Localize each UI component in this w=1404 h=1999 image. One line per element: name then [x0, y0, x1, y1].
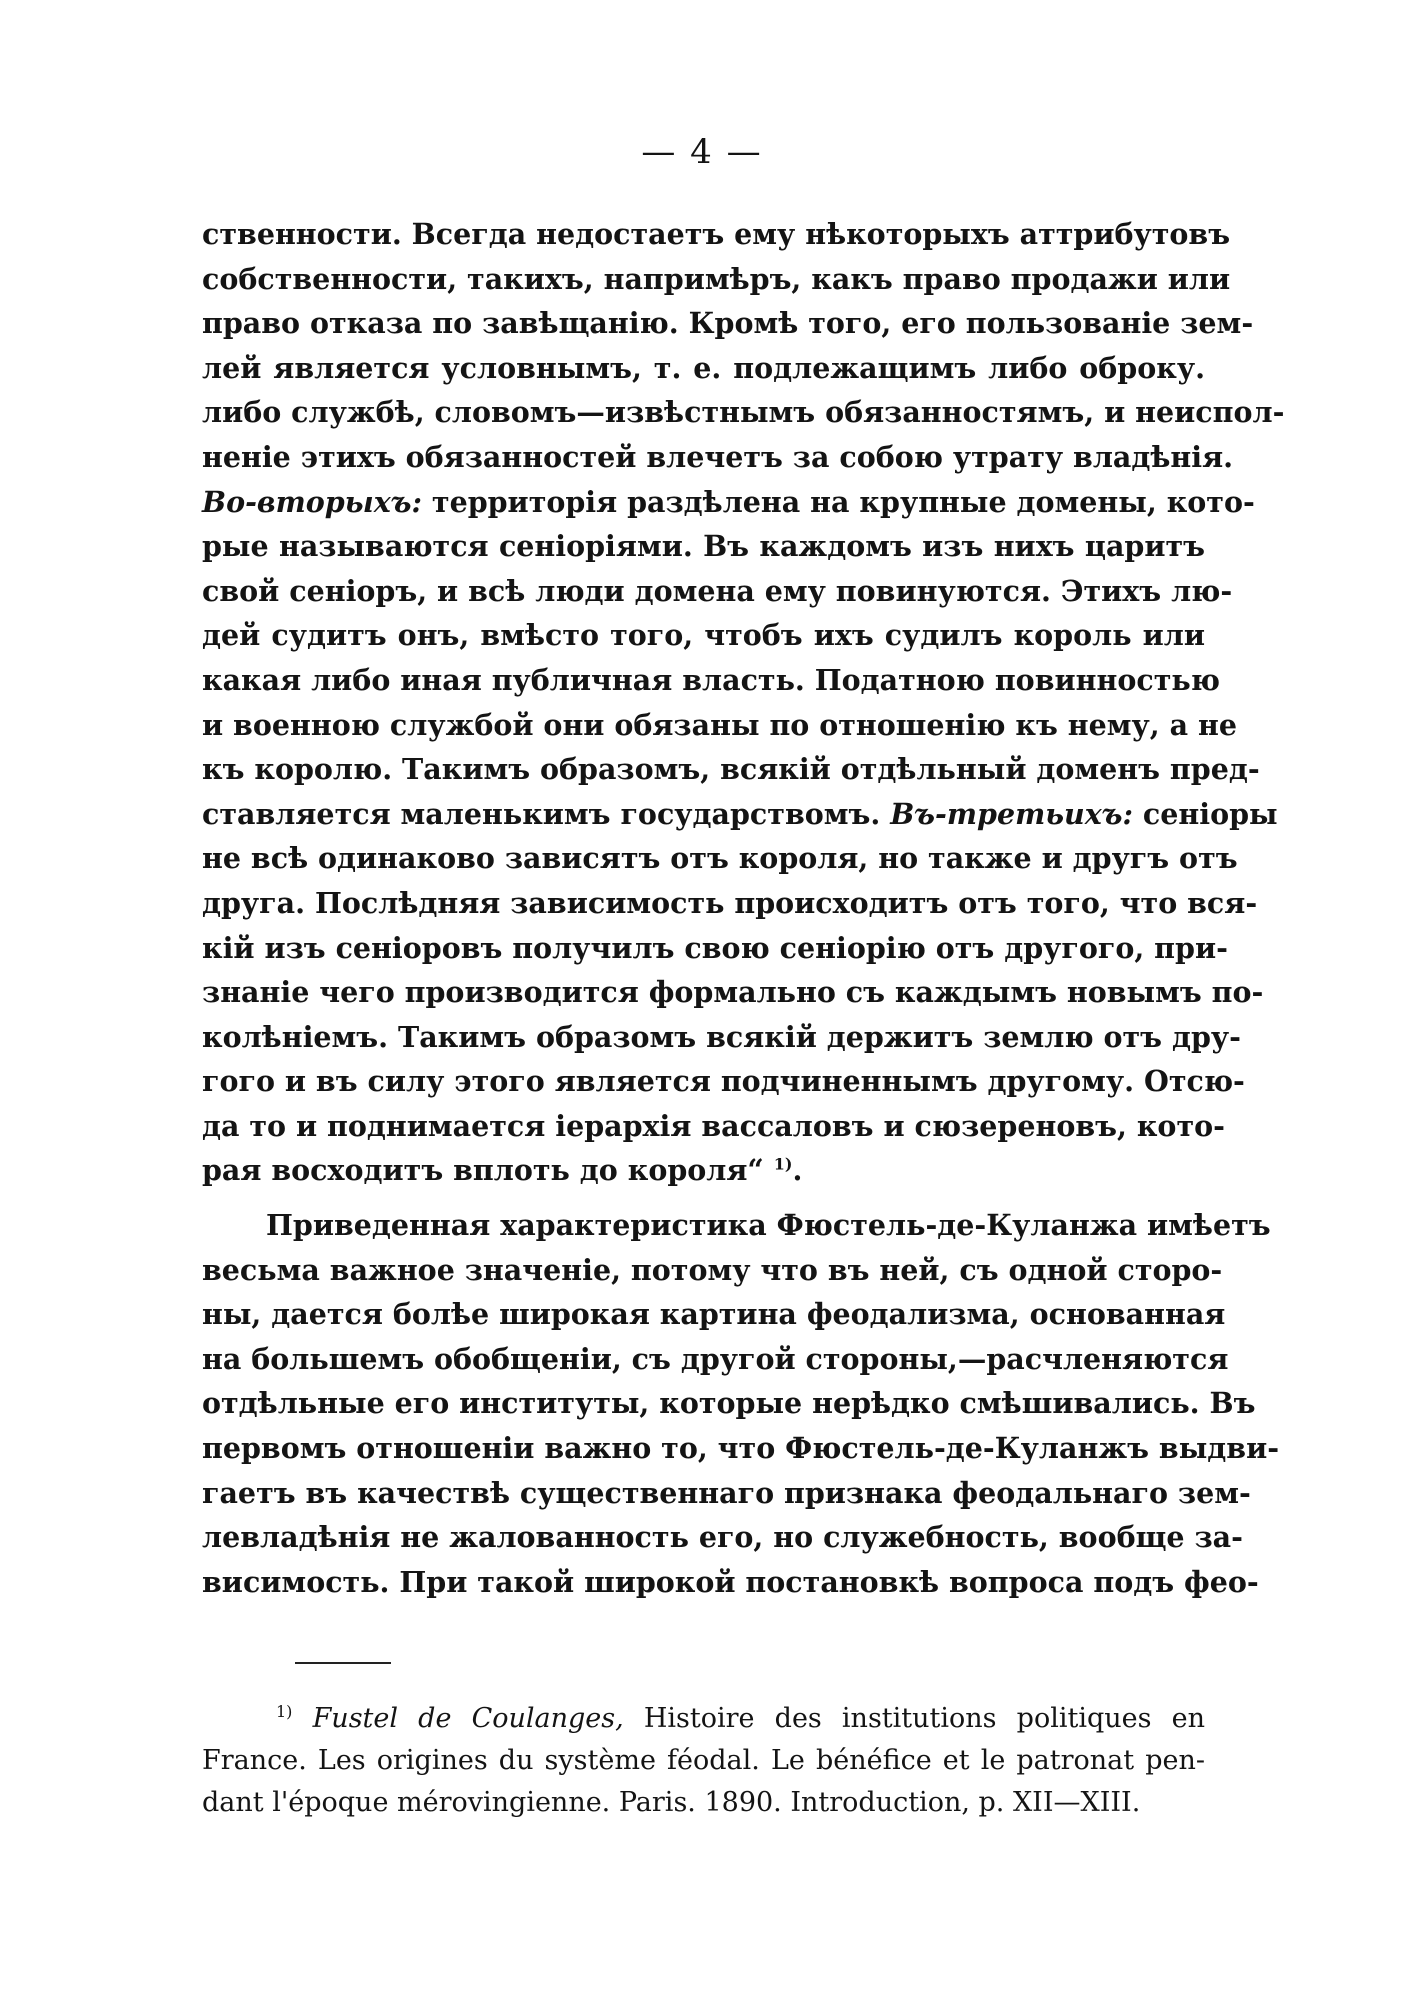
text-line: свой сеніоръ, и всѣ люди домена ему повинуются. Этихъ лю-	[202, 573, 1233, 608]
text-line: гого и въ силу этого является подчиненнымъ другому. Отсю-	[202, 1064, 1245, 1099]
italic-term: Въ-третьихъ:	[890, 796, 1133, 831]
text-segment: .	[792, 1153, 803, 1188]
text-line	[202, 792, 1278, 837]
text-line: рые называются сеніоріями. Въ каждомъ изъ нихъ царитъ	[202, 529, 1205, 564]
text-line: на большемъ обобщеніи, съ другой стороны,—расчленяются	[202, 1341, 1229, 1376]
text-line: гаетъ въ качествѣ существеннаго признака феодальнаго зем-	[202, 1475, 1251, 1510]
main-text	[202, 212, 1285, 1604]
text-line: первомъ отношеніи важно то, что Фюстель-де-Куланжъ выдви-	[202, 1431, 1280, 1466]
text-line: кій изъ сеніоровъ получилъ свою сеніорію отъ другого, при-	[202, 930, 1228, 965]
footnote-line: France. Les origines du système féodal. Le bénéfice et le patronat pen-	[202, 1745, 1205, 1776]
text-segment: ставляется маленькимъ государствомъ.	[202, 796, 891, 831]
text-line: дей судитъ онъ, вмѣсто того, чтобъ ихъ судилъ король или	[202, 618, 1205, 653]
footnote-marker: 1)	[276, 1702, 293, 1721]
text-line: Приведенная характеристика Фюстель-де-Куланжа имѣетъ	[266, 1208, 1271, 1243]
text-line: весьма важное значеніе, потому что въ ней, съ одной сторо-	[202, 1252, 1223, 1287]
footnote-reference: 1)	[773, 1154, 793, 1174]
text-line: левладѣнія не жалованность его, но служебность, вообще за-	[202, 1520, 1243, 1555]
text-line: не всѣ одинаково зависятъ отъ короля, но также и другъ отъ	[202, 841, 1238, 876]
footnote-author: Fustel de Coulanges,	[312, 1703, 624, 1734]
page-number: — 4 —	[641, 132, 763, 172]
text-line: либо службѣ, словомъ—извѣстнымъ обязанностямъ, и неиспол-	[202, 395, 1285, 430]
text-line: колѣніемъ. Такимъ образомъ всякій держитъ землю отъ дру-	[202, 1019, 1241, 1054]
text-line: неніе этихъ обязанностей влечетъ за собою утрату владѣнія.	[202, 439, 1234, 474]
text-segment: Histoire des institutions politiques en	[623, 1703, 1205, 1734]
text-segment: сеніоры	[1132, 796, 1278, 831]
text-line: лей является условнымъ, т. е. подлежащимъ либо оброку.	[202, 350, 1205, 385]
text-line: да то и поднимается іерархія вассаловъ и сюзереновъ, кото-	[202, 1108, 1225, 1143]
text-segment: рая восходитъ вплоть до короля“	[202, 1153, 764, 1188]
footnote	[202, 1698, 1205, 1824]
text-line: висимость. При такой широкой постановкѣ вопроса подъ фео-	[202, 1564, 1259, 1599]
footnote-separator	[295, 1662, 391, 1664]
italic-term: Во-вторыхъ:	[202, 484, 422, 519]
text-line: ственности. Всегда недостаетъ ему нѣкоторыхъ аттрибутовъ	[202, 217, 1231, 251]
text-line: ны, дается болѣе широкая картина феодализма, основанная	[202, 1297, 1226, 1332]
text-line: собственности, такихъ, напримѣръ, какъ право продажи или	[202, 261, 1231, 296]
text-line: къ королю. Такимъ образомъ, всякій отдѣльный доменъ пред-	[202, 752, 1260, 787]
text-segment: территорія раздѣлена на крупные домены, кото-	[421, 484, 1255, 519]
text-line: и военною службой они обязаны по отношенію къ нему, а не	[202, 707, 1237, 742]
footnote-line: dant l'époque mérovingienne. Paris. 1890. Introduction, p. XII—XIII.	[202, 1787, 1141, 1818]
text-line: знаніе чего производится формально съ каждымъ новымъ по-	[202, 975, 1264, 1010]
footnote-line	[202, 1698, 1205, 1740]
text-line: отдѣльные его институты, которые нерѣдко смѣшивались. Въ	[202, 1386, 1256, 1421]
text-line	[202, 1148, 1205, 1193]
text-line: какая либо иная публичная власть. Податною повинностью	[202, 662, 1220, 697]
text-line: друга. Послѣдняя зависимость происходитъ отъ того, что вся-	[202, 885, 1258, 920]
text-line: право отказа по завѣщанію. Кромѣ того, его пользованіе зем-	[202, 306, 1254, 341]
text-line	[202, 480, 1255, 525]
